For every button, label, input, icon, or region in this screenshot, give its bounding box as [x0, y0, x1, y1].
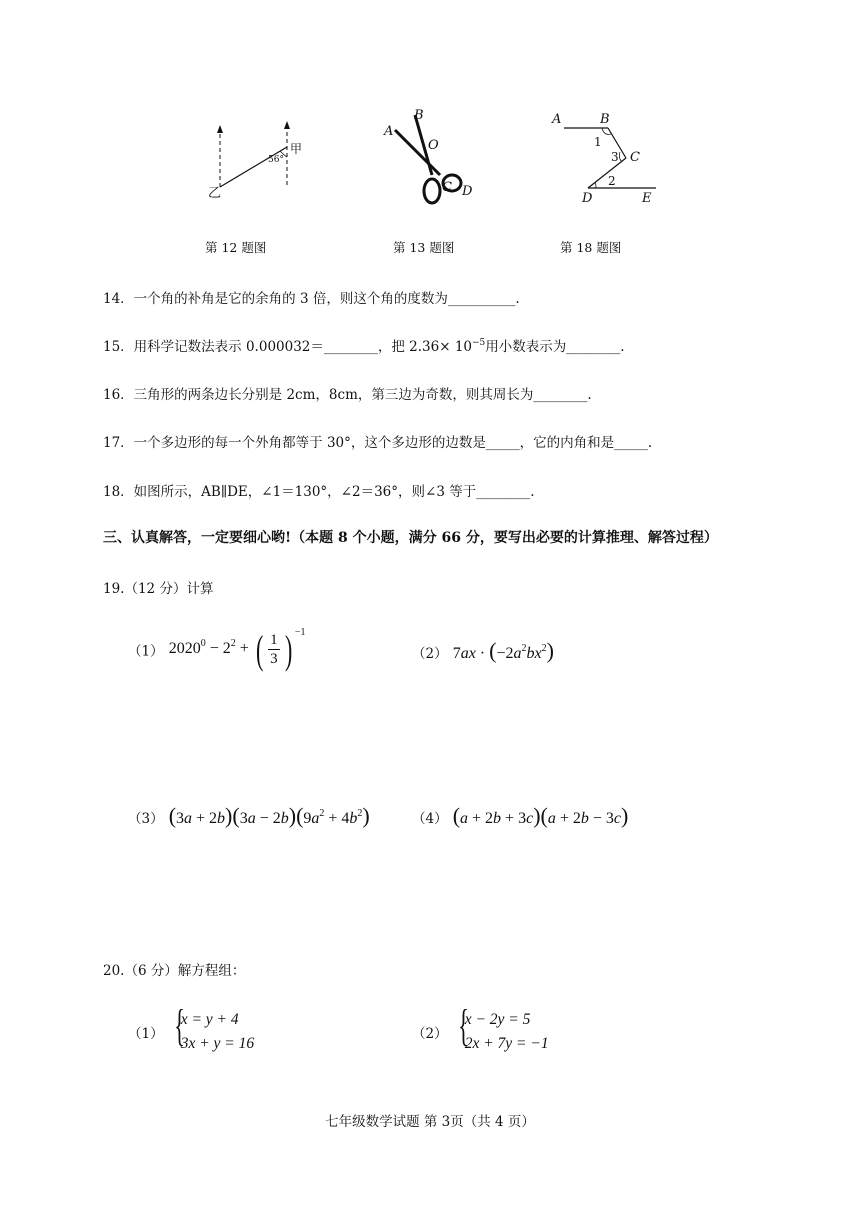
q20-system-2: { x − 2y = 5 2x + 7y = −1	[453, 1008, 549, 1056]
fig13-label-c: C	[442, 180, 452, 195]
question-14: 14．一个角的补角是它的余角的 3 倍，则这个角的度数为__________.	[103, 291, 520, 307]
q19-part-3-expression: $(3a + 2b)(3a - 2b)(9a^2 + 4b^2)$	[168, 803, 370, 828]
q19-part-1-expression: $2020^0 - 2^2$ + ( $\frac{1}{3}$ ) $^{-1}$	[168, 627, 306, 672]
q19-part-1-label: （1）	[128, 643, 164, 660]
q20-system-1-eq-2: 3x + y = 16	[180, 1035, 255, 1052]
fig12-caption: 第 12 题图	[205, 240, 267, 255]
fig18-label-2: 2	[608, 174, 616, 188]
fig12-label-jia: 甲	[290, 142, 303, 156]
question-17: 17．一个多边形的每一个外角都等于 30°，这个多边形的边数是_____，它的内角和是_____.	[103, 435, 653, 451]
fig13-label-o: O	[428, 138, 439, 153]
q20-part-1-label: （1）	[128, 1026, 164, 1042]
page-footer: 七年级数学试题 第 3页（共 4 页）	[325, 1114, 535, 1130]
fig12-label-yi: 乙	[208, 186, 222, 201]
q20-part-1	[128, 1001, 255, 1056]
q19-part-2	[412, 638, 554, 664]
question-16: 16．三角形的两条边长分别是 2cm，8cm，第三边为奇数，则其周长为________.	[103, 387, 592, 403]
fig18-caption: 第 18 题图	[560, 240, 622, 255]
q19-part-3-label: （3）	[128, 811, 164, 827]
q20-system-1-eq-1: x = y + 4	[180, 1011, 239, 1028]
q19-part-4	[412, 803, 628, 829]
q19-part-1	[128, 626, 306, 673]
question-19-title: 19.（12 分）计算	[103, 581, 214, 597]
fig13-label-a: A	[384, 124, 394, 139]
fig13-label-b: B	[414, 108, 424, 123]
q20-part-2-label: （2）	[412, 1026, 448, 1042]
fig18-label-a: A	[552, 112, 562, 127]
fig13-label-d: D	[462, 184, 473, 199]
figure-13	[380, 105, 490, 210]
question-15-exponent: −5	[472, 338, 486, 348]
section-3-heading: 三、认真解答，一定要细心哟!（本题 8 个小题，满分 66 分，要写出必要的计算推理、解答过程）	[103, 530, 718, 546]
q20-system-2-eq-2: 2x + 7y = −1	[464, 1035, 549, 1052]
q20-system-2-eq-1: x − 2y = 5	[464, 1011, 531, 1028]
question-20-title: 20.（6 分）解方程组：	[103, 963, 246, 979]
q19-part-2-label: （2）	[412, 646, 448, 662]
fig18-label-1: 1	[594, 135, 602, 149]
fig13-caption: 第 13 题图	[393, 240, 455, 255]
q19-part-4-expression: (a + 2b + 3c)(a + 2b − 3c)	[452, 803, 629, 828]
fig18-label-b: B	[600, 112, 610, 127]
question-15-part-b: 用小数表示为________.	[485, 339, 625, 355]
question-18: 18．如图所示，AB∥DE，∠1＝130°，∠2＝36°，则∠3 等于________.	[103, 484, 535, 500]
question-15	[103, 335, 625, 355]
fig18-label-d: D	[582, 191, 593, 206]
q20-part-2	[412, 1001, 549, 1056]
q19-part-3	[128, 803, 370, 829]
fig18-label-c: C	[630, 150, 640, 165]
q19-part-4-label: （4）	[412, 811, 448, 827]
fig18-label-3: 3	[611, 150, 619, 164]
fig18-label-e: E	[642, 191, 652, 206]
fig12-angle: 56°	[268, 155, 284, 165]
q20-system-1: { x = y + 4 3x + y = 16	[169, 1008, 254, 1056]
q19-part-2-expression: $7ax \cdot (-2a^2bx^2)$	[452, 638, 554, 663]
question-15-part-a: 15．用科学记数法表示 0.000032＝________，把 2.36× 10	[103, 339, 473, 355]
